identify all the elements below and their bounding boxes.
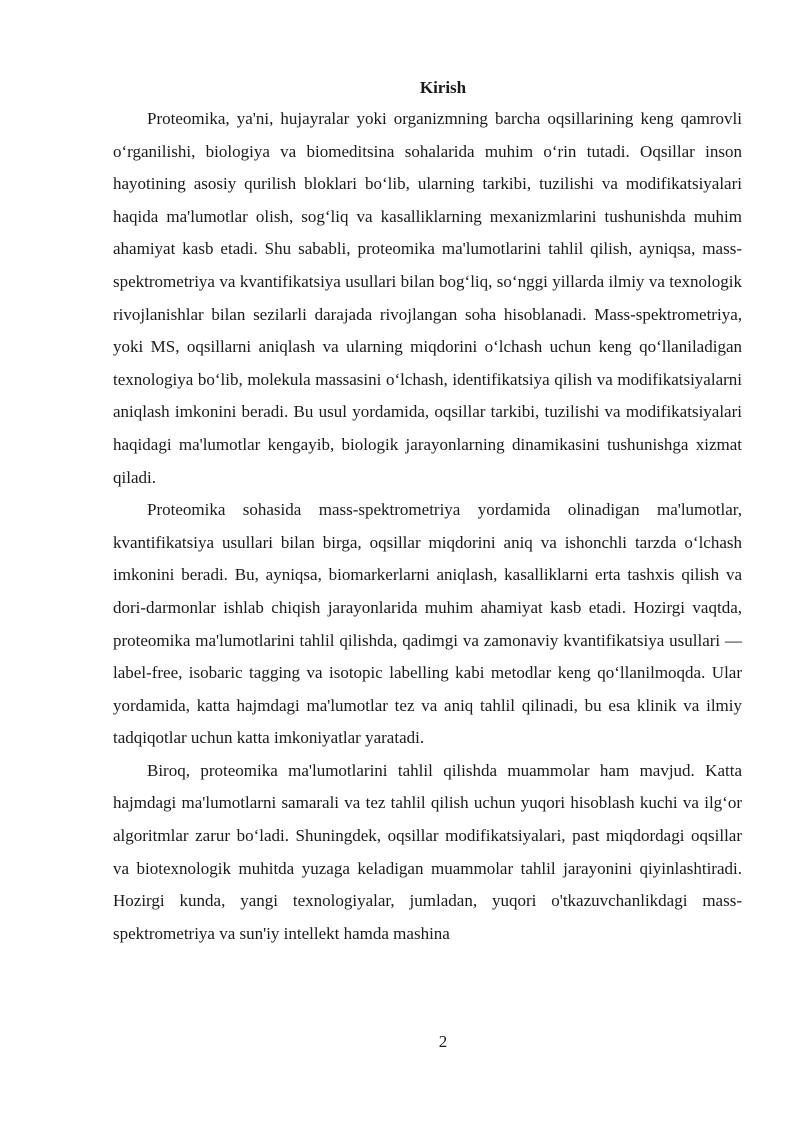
paragraph-1: Proteomika, ya'ni, hujayralar yoki organizmning barcha oqsillarining keng qamrovli o‘rganilishi, biologiya va biomeditsina sohalarida muhim o‘rin tutadi. Oqsillar inson hayotining asosiy qurilish bloklari bo‘lib, ularning tarkibi, tuzilishi va modifikatsiyalari haqida ma'lumotlar olish, sog‘liq va kasalliklarning mexanizmlarini tushunishda muhim ahamiyat kasb etadi. Shu sababli, proteomika ma'lumotlarini tahlil qilish, ayniqsa, mass-spektrometriya va kvantifikatsiya usullari bilan bog‘liq, so‘nggi yillarda ilmiy va texnologik rivojlanishlar bilan sezilarli darajada rivojlangan soha hisoblanadi. Mass-spektrometriya, yoki MS, oqsillarni aniqlash va ularning miqdorini o‘lchash uchun keng qo‘llaniladigan texnologiya bo‘lib, molekula massasini o‘lchash, identifikatsiya qilish va modifikatsiyalarni aniqlash imkonini beradi. Bu usul yordamida, oqsillar tarkibi, tuzilishi va modifikatsiyalari haqidagi ma'lumotlar kengayib, biologik jarayonlarning dinamikasini tushunishga xizmat qiladi. [113,109,742,487]
paragraph-2: Proteomika sohasida mass-spektrometriya yordamida olinadigan ma'lumotlar, kvantifikatsiya usullari bilan birga, oqsillar miqdorini aniq va ishonchli tarzda o‘lchash imkonini beradi. Bu, ayniqsa, biomarkerlarni aniqlash, kasalliklarni erta tashxis qilish va dori-darmonlar ishlab chiqish jarayonlarida muhim ahamiyat kasb etadi. Hozirgi vaqtda, proteomika ma'lumotlarini tahlil qilishda, qadimgi va zamonaviy kvantifikatsiya usullari — label-free, isobaric tagging va isotopic labelling kabi metodlar keng qo‘llanilmoqda. Ular yordamida, katta hajmdagi ma'lumotlar tez va aniq tahlil qilinadi, bu esa klinik va ilmiy tadqiqotlar uchun katta imkoniyatlar yaratadi. [113,500,742,748]
page-number: 2 [438,1032,448,1051]
body-text [113,103,742,950]
paragraph-3: Biroq, proteomika ma'lumotlarini tahlil qilishda muammolar ham mavjud. Katta hajmdagi ma'lumotlarni samarali va tez tahlil qilish uchun yuqori hisoblash kuchi va ilg‘or algoritmlar zarur bo‘ladi. Shuningdek, oqsillar modifikatsiyalari, past miqdordagi oqsillar va biotexnologik muhitda yuzaga keladigan muammolar tahlil jarayonini qiyinlashtiradi. Hozirgi kunda, yangi texnologiyalar, jumladan, yuqori o'tkazuvchanlikdagi mass-spektrometriya va sun'iy intellekt hamda mashina [113,760,742,943]
section-heading: Kirish [419,78,467,97]
